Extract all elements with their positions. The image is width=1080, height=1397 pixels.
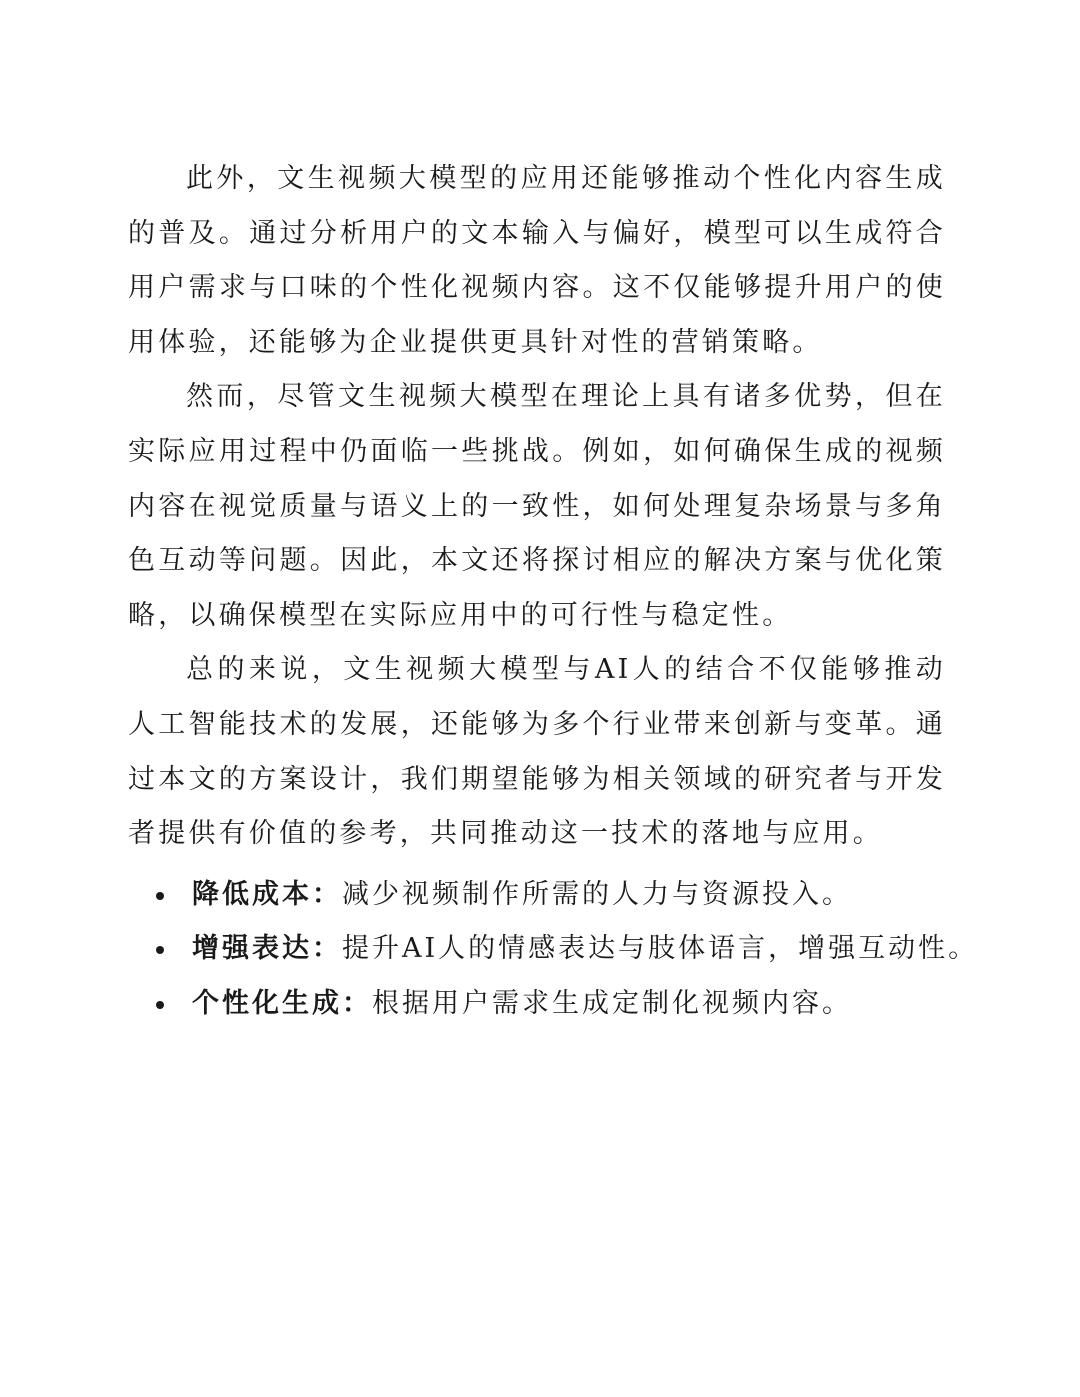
- list-item-text: 减少视频制作所需的人力与资源投入。: [342, 878, 852, 910]
- list-item-text: 提升AI人的情感表达与肢体语言，增强互动性。: [342, 933, 979, 965]
- list-item: [128, 977, 946, 1032]
- paragraph-summary: 总的来说，文生视频大模型与AI人的结合不仅能够推动人工智能技术的发展，还能够为多个行业带来创新与变革。通过本文的方案设计，我们期望能够为相关领域的研究者与开发者提供有价值的参考，共同推动这一技术的落地与应用。: [128, 654, 946, 850]
- paragraph-challenges: 然而，尽管文生视频大模型在理论上具有诸多优势，但在实际应用过程中仍面临一些挑战。例如，如何确保生成的视频内容在视觉质量与语义上的一致性，如何处理复杂场景与多角色互动等问题。因此，本文还将探讨相应的解决方案与优化策略，以确保模型在实际应用中的可行性与稳定性。: [128, 381, 946, 631]
- benefit-list: [128, 868, 979, 1032]
- document-body: [128, 152, 979, 1032]
- bullet-icon: [156, 946, 164, 954]
- bullet-icon: [156, 892, 164, 900]
- list-item: [128, 868, 946, 923]
- paragraph-personalization: 此外，文生视频大模型的应用还能够推动个性化内容生成的普及。通过分析用户的文本输入与偏好，模型可以生成符合用户需求与口味的个性化视频内容。这不仅能够提升用户的使用体验，还能够为企业提供更具针对性的营销策略。: [128, 163, 946, 358]
- list-item: [128, 922, 979, 977]
- list-item-term: 个性化生成：: [192, 987, 372, 1019]
- list-item-term: 降低成本：: [192, 878, 342, 910]
- bullet-icon: [156, 1001, 164, 1009]
- list-item-text: 根据用户需求生成定制化视频内容。: [372, 987, 852, 1019]
- list-item-term: 增强表达：: [192, 933, 342, 965]
